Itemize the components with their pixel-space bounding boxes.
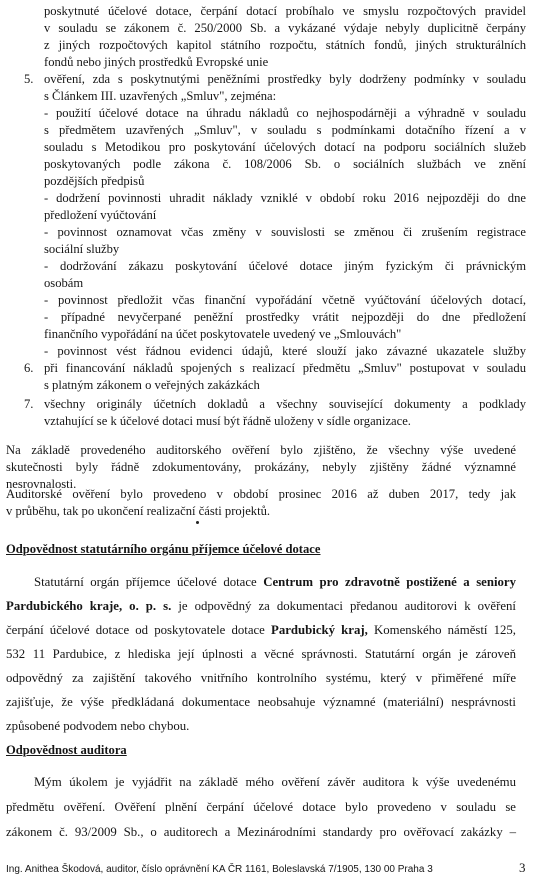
- text-span: Statutární orgán příjemce účelové dotace: [34, 575, 264, 589]
- text-line: předložení vyúčtování: [44, 208, 157, 222]
- text-line: s platným zákonem o veřejných zakázkách: [44, 378, 260, 392]
- text-line: nesrovnalosti.: [6, 477, 77, 491]
- text-line: [6, 570, 516, 594]
- bold-span: Centrum pro zdravotně postižené a seniory: [263, 575, 517, 589]
- list-number: 7.: [24, 397, 34, 411]
- text-line: - povinnost oznamovat včas změny v souvislosti se změnou či zrušením registrace: [44, 225, 526, 239]
- page-number: 3: [519, 860, 526, 875]
- text-span: je odpovědný za dokumentaci předanou auditorovi k ověření: [171, 599, 516, 613]
- statutory-responsibility-heading: Odpovědnost statutárního orgánu příjemce účelové dotace: [6, 542, 321, 556]
- text-line: - případné nevyčerpané peněžní prostředky vrátit nejpozději do dne předložení: [44, 310, 526, 324]
- auditor-responsibility-heading: Odpovědnost auditora: [6, 743, 127, 757]
- text-line: finančního vypořádání na účet poskytovatele uvedený ve „Smlouvách": [44, 327, 402, 341]
- text-line: s předmětem uzavřených „Smluv", v souladu s podmínkami dotačního řízení a v: [44, 123, 526, 137]
- bold-span: Pardubického kraje, o. p. s.: [6, 599, 172, 613]
- list-number: 5.: [24, 72, 34, 86]
- statutory-paragraph: [6, 570, 516, 738]
- text-line: při financování nákladů spojených s realizací předmětu „Smluv" postupovat v souladu: [44, 361, 526, 375]
- period-paragraph: [6, 486, 516, 520]
- list-number: 6.: [24, 361, 34, 375]
- text-line: všechny originály účetních dokladů a všechny související dokumenty a podklady: [44, 397, 526, 411]
- text-line: v souladu se zákonem č. 250/2000 Sb. a vykázané výdaje nebyly duplicitně čerpány: [44, 21, 526, 35]
- text-line: Mým úkolem je vyjádřit na základě mého ověření závěr auditora k výše uvedenému: [34, 775, 516, 789]
- text-line: ověření, zda s poskytnutými peněžními prostředky byly dodrženy podmínky v souladu: [44, 72, 526, 86]
- text-line: Auditorské ověření bylo provedeno v období prosinec 2016 až duben 2017, tedy jak: [6, 487, 516, 501]
- text-line: souladu s Metodikou pro poskytování účelových dotací na podporu sociálních služeb: [44, 140, 526, 154]
- text-span: čerpání účelové dotace od poskytovatele dotace: [6, 623, 272, 637]
- ink-dot: [196, 521, 199, 524]
- text-line: zajišťuje, že výše předkládaná dokumentace neobsahuje významné (materiální) nesprávnosti: [6, 695, 516, 709]
- text-line: - povinnost vést řádnou evidenci údajů, které slouží jako závazné ukazatele služby: [44, 344, 526, 358]
- text-line: [6, 618, 516, 642]
- text-line: fondů nebo jiných prostředků Evropské unie: [44, 55, 269, 69]
- text-line: Na základě provedeného auditorského ověření bylo zjištěno, že všechny výše uvedené: [6, 443, 516, 457]
- text-line: s Článkem III. uzavřených „Smluv", zejména:: [44, 89, 277, 103]
- text-line: skutečnosti byly řádně zdokumentovány, prokázány, nebyly zjištěny žádné významné: [6, 460, 516, 474]
- text-line: odpovědný za zajištění takového vnitřního kontrolního systému, který v přiměřené míře: [6, 671, 516, 685]
- text-line: - dodržení povinnosti uhradit náklady vzniklé v období roku 2016 nejpozději do dne: [44, 191, 526, 205]
- bold-span: Pardubický kraj,: [271, 623, 368, 637]
- text-line: předmětu ověření. Ověření plnění čerpání účelové dotace bylo provedeno v souladu se: [6, 800, 516, 814]
- text-line: způsobené podvodem nebo chybou.: [6, 719, 190, 733]
- text-line: - dodržování zákazu poskytování účelové dotace jiným fyzickým či právnickým: [44, 259, 526, 273]
- text-line: zákonem č. 93/2009 Sb., o auditorech a Mezinárodními standardy pro ověřovací zakázky –: [6, 825, 516, 839]
- text-line: poskytnuté účelové dotace, čerpání dotací probíhalo ve smyslu rozpočtových pravidel: [44, 4, 526, 18]
- text-line: vztahující se k účelové dotaci musí být řádně uloženy v sídle organizace.: [44, 414, 411, 428]
- text-line: v průběhu, tak po ukončení realizační části projektů.: [6, 504, 271, 518]
- text-line: sociální služby: [44, 242, 120, 256]
- text-line: - použití účelové dotace na úhradu nákladů co nejhospodárněji a výhradně v souladu: [44, 106, 526, 120]
- item4-continuation: [44, 3, 526, 71]
- text-line: 532 11 Pardubice, z hlediska její úplnosti a věcné správnosti. Statutární orgán je zároveň: [6, 647, 516, 661]
- text-span: Komenského náměstí 125,: [367, 623, 517, 637]
- auditor-paragraph: [6, 770, 516, 845]
- page-footer: Ing. Anithea Škodová, auditor, číslo oprávnění KA ČR 1161, Boleslavská 7/1905, 130 00 Praha 3: [6, 864, 433, 875]
- text-line: osobám: [44, 276, 84, 290]
- text-line: pozdějších předpisů: [44, 174, 145, 188]
- text-line: - povinnost předložit včas finanční vypořádání včetně vyúčtování účelových dotací,: [44, 293, 526, 307]
- text-line: z jiných rozpočtových kapitol státního rozpočtu, státních fondů, jiných strukturálních: [44, 38, 526, 52]
- text-line: poskytovaných podle zákona č. 108/2006 Sb. o sociálních službách ve znění: [44, 157, 526, 171]
- text-line: [6, 594, 516, 618]
